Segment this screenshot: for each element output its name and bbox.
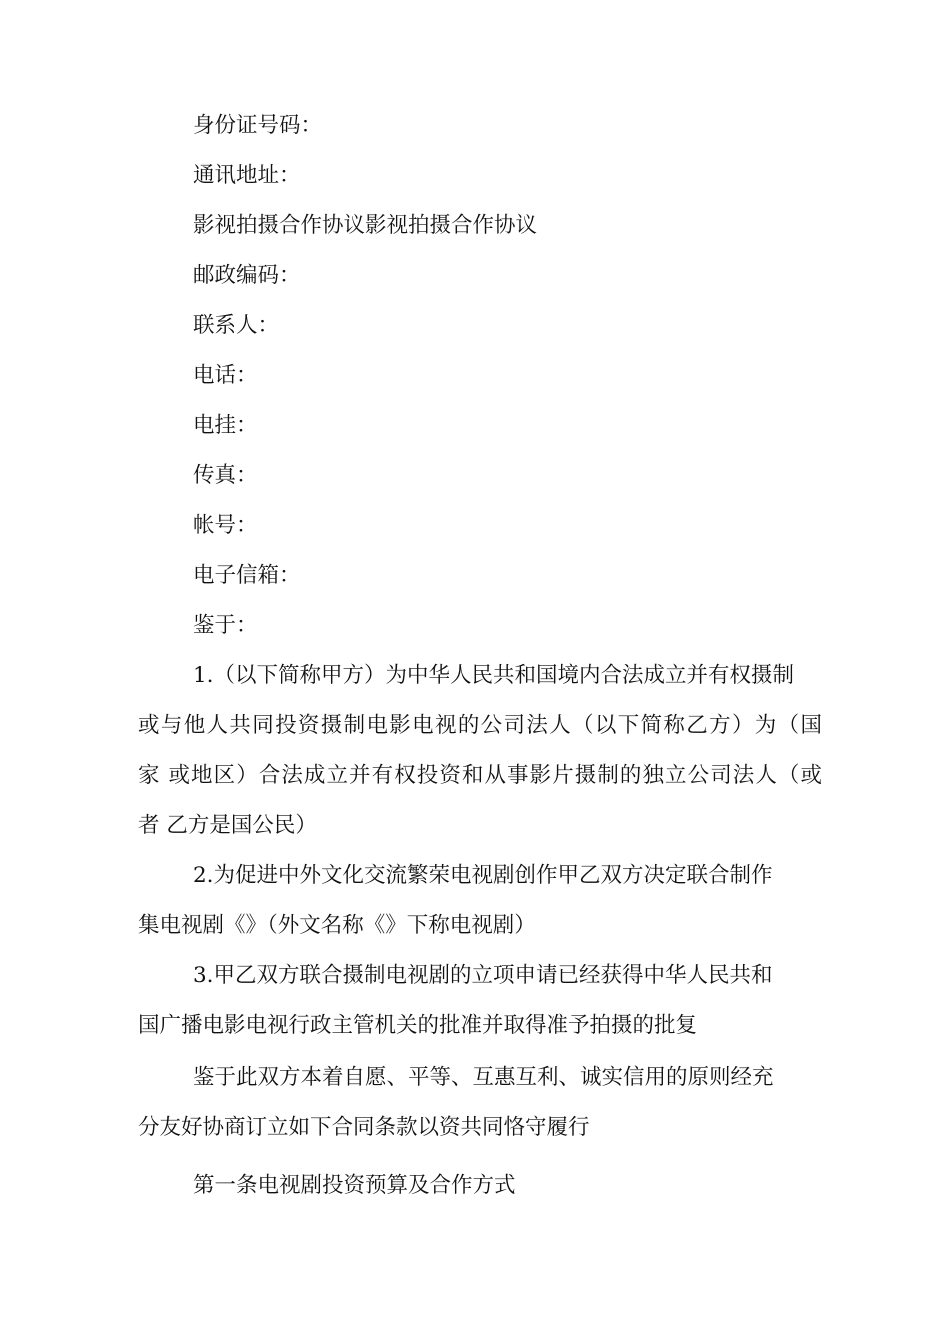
paragraph-3-line-1: 3.甲乙双方联合摄制电视剧的立项申请已经获得中华人民共和: [193, 963, 773, 988]
document-title-line: 影视拍摄合作协议影视拍摄合作协议: [193, 213, 538, 238]
fax-field: 传真：: [193, 463, 258, 488]
paragraph-1-line-2: 或与他人共同投资摄制电影电视的公司法人（以下简称乙方）为（国: [138, 713, 822, 738]
contact-person-field: 联系人：: [193, 313, 280, 338]
paragraph-2-line-1: 2.为促进中外文化交流繁荣电视剧创作甲乙双方决定联合制作: [193, 863, 773, 888]
whereas-heading: 鉴于：: [193, 613, 258, 638]
address-field: 通讯地址：: [193, 163, 301, 188]
paragraph-3-line-2: 国广播电影电视行政主管机关的批准并取得准予拍摄的批复: [138, 1013, 698, 1038]
account-number-field: 帐号：: [193, 513, 258, 538]
paragraph-1-line-4: 者 乙方是国公民）: [138, 813, 317, 838]
postal-code-field: 邮政编码：: [193, 263, 301, 288]
email-field: 电子信箱：: [193, 563, 301, 588]
id-number-field: 身份证号码：: [193, 113, 323, 138]
paragraph-4-line-2: 分友好协商订立如下合同条款以资共同恪守履行: [138, 1115, 590, 1140]
paragraph-1-line-1: 1.（以下简称甲方）为中华人民共和国境内合法成立并有权摄制: [193, 663, 795, 688]
article-1-heading: 第一条电视剧投资预算及合作方式: [193, 1173, 516, 1198]
phone-field: 电话：: [193, 363, 258, 388]
paragraph-2-line-2: 集电视剧《》（外文名称《》下称电视剧）: [138, 913, 536, 938]
telegraph-field: 电挂：: [193, 413, 258, 438]
paragraph-4-line-1: 鉴于此双方本着自愿、平等、互惠互利、诚实信用的原则经充: [193, 1065, 774, 1090]
paragraph-1-line-3: 家 或地区）合法成立并有权投资和从事影片摄制的独立公司法人（或: [138, 763, 822, 788]
